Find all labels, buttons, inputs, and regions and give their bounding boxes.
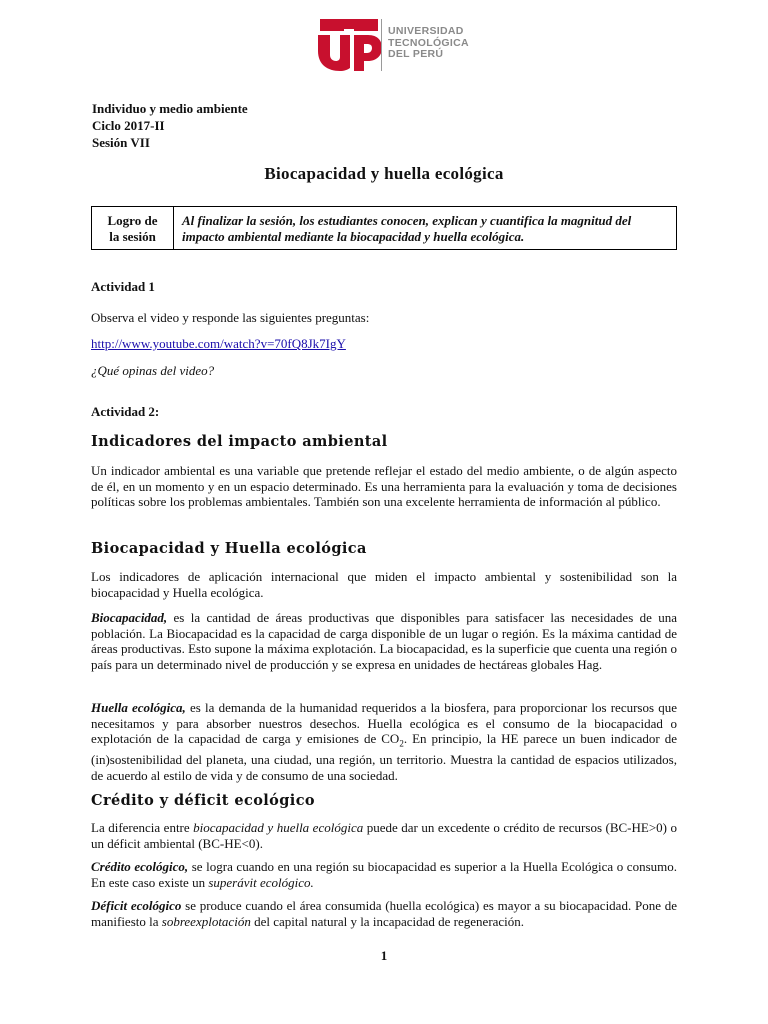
logro-label-line1: Logro de	[107, 213, 158, 228]
deficit-text2: del capital natural y la incapacidad de regeneración.	[250, 913, 525, 929]
course-name: Individuo y medio ambiente	[92, 101, 248, 116]
diferencia-text-a: La diferencia entre	[91, 820, 194, 835]
deficit-text: se produce cuando el área consumida (huella ecológica) es mayor a su biocapacidad. Pone de manifiesto la	[91, 898, 677, 929]
co2-subscript: 2	[399, 738, 404, 749]
section-heading-biocapacidad: Biocapacidad y Huella ecológica	[91, 540, 367, 557]
biocapacidad-term: Biocapacidad,	[91, 610, 168, 625]
credito-paragraph	[91, 859, 677, 890]
page-number: 1	[380, 948, 388, 963]
logro-label-line2: la sesión	[109, 229, 156, 244]
deficit-italic: sobreexplotación	[161, 913, 251, 929]
course-meta	[92, 100, 248, 151]
huella-term: Huella ecológica,	[91, 700, 186, 715]
logro-text: Al finalizar la sesión, los estudiantes conocen, explican y cuantifica la magnitud del impacto ambiental mediante la biocapacidad y huella ecológica.	[182, 213, 632, 244]
utp-logo-mark	[316, 15, 386, 73]
actividad1-instruction: Observa el video y responde las siguientes preguntas:	[91, 310, 370, 325]
deficit-term: Déficit ecológico	[91, 898, 182, 913]
diferencia-italic: biocapacidad y huella ecológica	[193, 820, 364, 835]
deficit-paragraph	[91, 898, 677, 929]
credito-text: se logra cuando en una región su biocapacidad es superior a la Huella Ecológica o consumo. En este caso existe un	[91, 859, 677, 890]
indicadores-paragraph: Un indicador ambiental es una variable que pretende reflejar el estado del medio ambiente, o de algún aspecto de él, en un momento y en un espacio determinado. Es una herramienta para la evaluación y toma de decisiones políticas sobre los problemas ambientales. También son una excelente herramienta de información al público.	[91, 463, 677, 509]
page-title: Biocapacidad y huella ecológica	[264, 164, 504, 183]
diferencia-paragraph	[91, 820, 677, 851]
actividad1-question: ¿Qué opinas del video?	[91, 363, 215, 378]
credito-term: Crédito ecológico,	[91, 859, 189, 874]
huella-text-a: es la demanda de la humanidad requeridos a la biosfera, para proporcionar los recursos que necesitamos y para absorber nuestros desechos. Huella ecológica es el consumo de la biocapacidad o explotación de la capacidad de carga y emisiones de CO	[91, 700, 677, 746]
section-heading-credito: Crédito y déficit ecológico	[91, 792, 315, 809]
diferencia-text-b: puede dar un excedente o crédito de recursos (BC-HE>0) o un déficit ambiental (BC-HE<0).	[91, 820, 677, 851]
huella-paragraph	[91, 700, 677, 783]
huella-text-b: . En principio, la HE parece un buen indicador de (in)sostenibilidad del planeta, una ciudad, una región, un territorio. Muestra la cantidad de espacios utilizados, de acuerdo al estilo de vida y de consumo de una sociedad.	[91, 731, 677, 783]
section-heading-indicadores: Indicadores del impacto ambiental	[91, 433, 388, 450]
university-name-line2: TECNOLÓGICA	[388, 36, 469, 49]
credito-italic: superávit ecológico.	[208, 874, 314, 890]
biocapacidad-paragraph	[91, 610, 677, 672]
logro-label	[92, 207, 174, 249]
university-name-line3: DEL PERÚ	[388, 48, 444, 60]
university-name	[388, 26, 469, 61]
course-session: Sesión VII	[92, 135, 150, 150]
video-link[interactable]: http://www.youtube.com/watch?v=70fQ8Jk7IgY	[91, 336, 346, 351]
logro-table	[91, 206, 677, 250]
actividad2-heading: Actividad 2:	[91, 404, 160, 419]
actividad1-heading: Actividad 1	[91, 279, 155, 294]
biocapacidad-intro: Los indicadores de aplicación internacional que miden el impacto ambiental y sostenibilidad son la biocapacidad y Huella ecológica.	[91, 569, 677, 600]
biocapacidad-text: es la cantidad de áreas productivas que disponibles para satisfacer las necesidades de una población. La Biocapacidad es la capacidad de carga disponible de un lugar o región. Es la máxima cantidad de áreas productivas. Esto supone la máxima explotación. La biocapacidad, es la superficie que cuenta una región o país para un determinado nivel de producción y se expresa en unidades de hectáreas globales Hag.	[91, 610, 677, 672]
course-cycle: Ciclo 2017-II	[92, 118, 165, 133]
university-name-line1: UNIVERSIDAD	[388, 25, 464, 37]
